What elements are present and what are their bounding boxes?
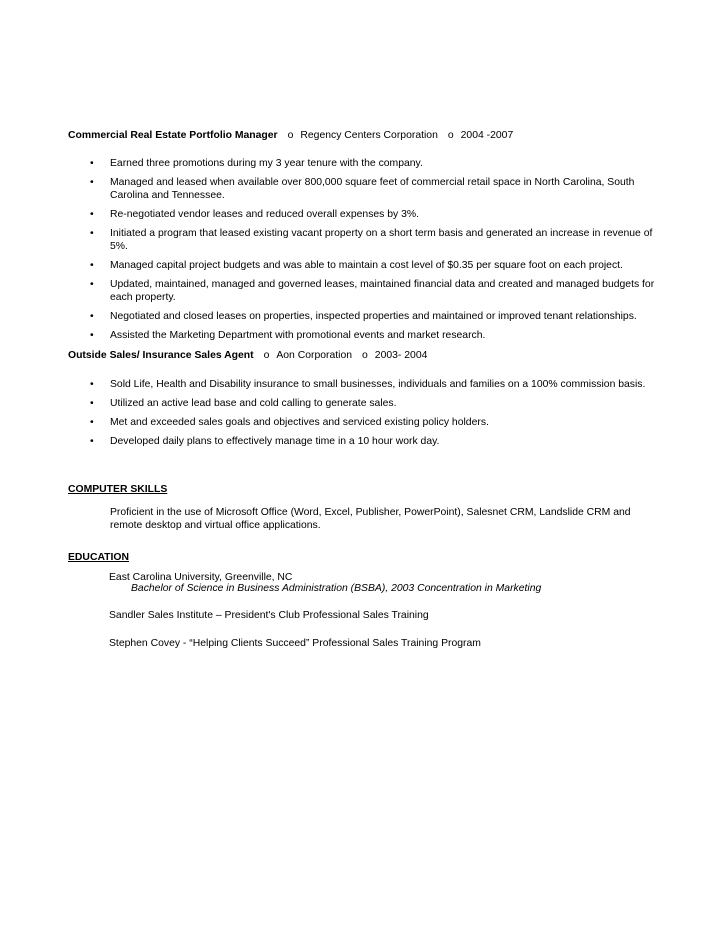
- separator: o: [263, 350, 270, 361]
- list-item: [0, 227, 728, 253]
- bullet-text: Met and exceeded sales goals and objectives and serviced existing policy holders.: [110, 417, 489, 428]
- bullet-text: Managed and leased when available over 800,000 square feet of commercial retail space in North Carolina, South Carolina and Tennessee.: [110, 177, 635, 201]
- company-name: Aon Corporation: [276, 350, 353, 361]
- bullet-icon: •: [90, 311, 94, 322]
- list-item: [0, 435, 728, 448]
- bullet-text: Updated, maintained, managed and governed leases, maintained financial data and created and managed budgets for each property.: [110, 279, 655, 303]
- bullet-icon: •: [90, 209, 94, 220]
- bullet-text: Initiated a program that leased existing vacant property on a short term basis and generated an increase in revenue of 5%.: [110, 228, 653, 252]
- job-bullets-aon: [0, 378, 728, 454]
- list-item: [0, 378, 728, 391]
- bullet-icon: •: [90, 158, 94, 169]
- computer-skills-text: Proficient in the use of Microsoft Office (Word, Excel, Publisher, PowerPoint), Salesnet CRM, Landslide CRM and remote desktop and virtual office applications.: [110, 507, 631, 531]
- bullet-icon: •: [90, 260, 94, 271]
- list-item: [0, 278, 728, 304]
- separator: o: [362, 350, 368, 361]
- list-item: [0, 157, 728, 170]
- bullet-text: Utilized an active lead base and cold calling to generate sales.: [110, 398, 397, 409]
- bullet-text: Sold Life, Health and Disability insurance to small businesses, individuals and families on a 100% commission basis.: [110, 379, 646, 390]
- computer-skills-heading: COMPUTER SKILLS: [68, 484, 168, 495]
- list-item: [0, 329, 728, 342]
- job-header-aon: [68, 349, 427, 362]
- bullet-text: Managed capital project budgets and was able to maintain a cost level of $0.35 per square foot on each project.: [110, 260, 623, 271]
- bullet-text: Negotiated and closed leases on properties, inspected properties and maintained or improved tenant relationships.: [110, 311, 637, 322]
- separator: o: [447, 130, 454, 141]
- training-covey: Stephen Covey - “Helping Clients Succeed” Professional Sales Training Program: [109, 638, 481, 649]
- bullet-icon: •: [90, 177, 94, 188]
- list-item: [0, 208, 728, 221]
- job-dates: 2003- 2004: [374, 350, 428, 361]
- bullet-icon: •: [90, 436, 94, 447]
- bullet-icon: •: [90, 398, 94, 409]
- job-bullets-regency: [0, 157, 728, 348]
- training-sandler: Sandler Sales Institute – President's Club Professional Sales Training: [109, 610, 429, 621]
- bullet-icon: •: [90, 330, 94, 341]
- bullet-icon: •: [90, 417, 94, 428]
- education-heading: EDUCATION: [68, 552, 129, 563]
- job-dates: 2004 -2007: [460, 130, 514, 141]
- list-item: [0, 310, 728, 323]
- bullet-icon: •: [90, 228, 94, 239]
- list-item: [0, 259, 728, 272]
- bullet-text: Assisted the Marketing Department with promotional events and market research.: [110, 330, 486, 341]
- list-item: [0, 176, 728, 202]
- job-header-regency: [68, 129, 513, 142]
- education-university: East Carolina University, Greenville, NC: [109, 572, 293, 583]
- list-item: [0, 397, 728, 410]
- list-item: [0, 416, 728, 429]
- education-degree: Bachelor of Science in Business Administration (BSBA), 2003 Concentration in Marketing: [131, 583, 542, 594]
- bullet-text: Developed daily plans to effectively manage time in a 10 hour work day.: [110, 436, 440, 447]
- separator: o: [287, 130, 294, 141]
- company-name: Regency Centers Corporation: [300, 130, 438, 141]
- job-title: Outside Sales/ Insurance Sales Agent: [68, 350, 254, 361]
- bullet-text: Earned three promotions during my 3 year tenure with the company.: [110, 158, 423, 169]
- bullet-icon: •: [90, 279, 94, 290]
- job-title: Commercial Real Estate Portfolio Manager: [68, 130, 278, 141]
- bullet-icon: •: [90, 379, 94, 390]
- bullet-text: Re-negotiated vendor leases and reduced overall expenses by 3%.: [110, 209, 420, 220]
